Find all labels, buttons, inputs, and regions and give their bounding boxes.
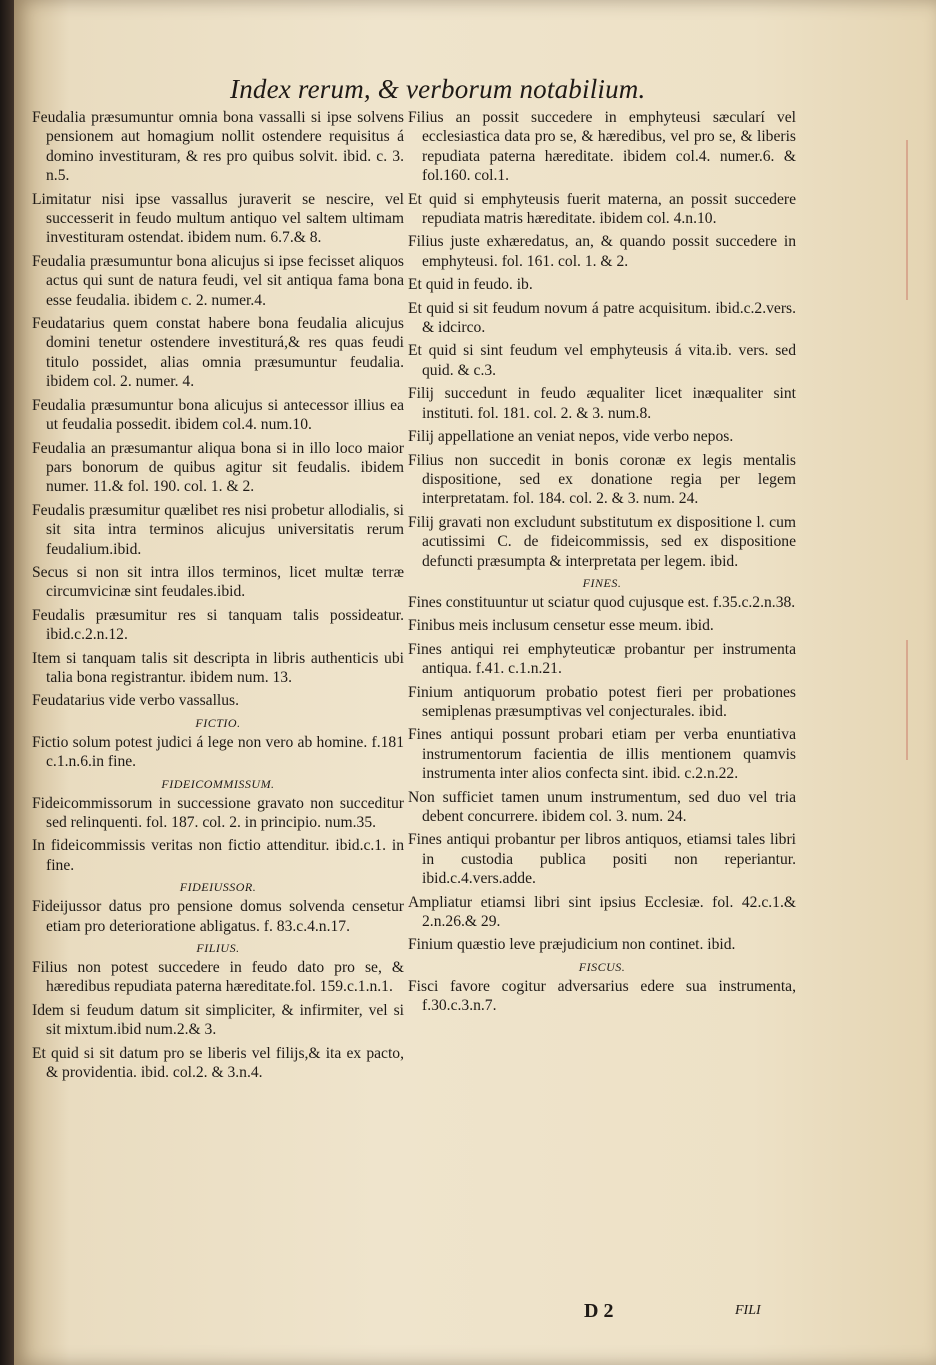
index-entry: Et quid si emphyteusis fuerit materna, an possit succedere repudiata matris hæreditate. ibidem col. 4.n.10. <box>408 190 796 228</box>
left-column <box>32 108 404 1086</box>
page-title: Index rerum, & verborum notabilium. <box>230 74 646 104</box>
index-entry: Feudalis præsumitur quælibet res nisi probetur allodialis, si sit sita intra terminos alicujus universitatis rerum feudalium.ibid. <box>32 501 404 558</box>
index-entry: Feudalia an præsumantur aliqua bona si in illo loco maior pars bonorum de quibus agitur sit feudalis. ibidem numer. 11.& fol. 190. col. 1. & 2. <box>32 439 404 496</box>
index-entry: Limitatur nisi ipse vassallus juraverit se nescire, vel successerit in feudo multum antiquo vel saltem ultimam investituram ostendat. ibidem num. 6.7.& 8. <box>32 190 404 247</box>
index-entry: Fines antiqui probantur per libros antiquos, etiamsi tales libri in custodia publica positi non reperiantur. ibid.c.4.vers.adde. <box>408 831 796 888</box>
index-entry: Feudalia præsumuntur bona alicujus si antecessor illius ea ut feudalia possedit. ibidem col.4. num.10. <box>32 396 404 434</box>
catchword: FILI <box>735 1303 761 1318</box>
index-entry: Fisci favore cogitur adversarius edere sua instrumenta, f.30.c.3.n.7. <box>408 977 796 1015</box>
index-entry: Filius juste exhæredatus, an, & quando possit succedere in emphyteusi. fol. 161. col. 1. & 2. <box>408 233 796 270</box>
index-entry: Finium quæstio leve præjudicium non continet. ibid. <box>408 936 736 954</box>
index-entry: Item si tanquam talis sit descripta in libris authenticis ubi talia bona registrantur. ibidem num. 13. <box>32 649 404 686</box>
signature-mark: D 2 <box>584 1300 614 1322</box>
index-entry: Fines antiqui rei emphyteuticæ probantur per instrumenta antiqua. f.41. c.1.n.21. <box>408 640 796 678</box>
index-entry: Idem si feudum datum sit simpliciter, & infirmiter, vel si sit mixtum.ibid num.2.& 3. <box>32 1001 404 1039</box>
index-entry: Feudalia præsumuntur bona alicujus si ipse fecisset aliquos actus qui sunt de natura feudi, vel sit antiqua fama bona esse feudalia. ibidem c. 2. numer.4. <box>32 252 404 309</box>
edge-stain <box>906 640 908 760</box>
index-entry: Finibus meis inclusum censetur esse meum. ibid. <box>408 617 714 635</box>
index-entry: Filius non potest succedere in feudo dato pro se, & hæredibus repudiata paterna hæreditate.fol. 159.c.1.n.1. <box>32 959 404 996</box>
section-heading: FISCUS. <box>578 959 626 974</box>
index-entry: Et quid in feudo. ib. <box>408 276 533 294</box>
index-entry: Finium antiquorum probatio potest fieri per probationes semiplenas præsumptivas vel conjecturales. ibid. <box>408 683 796 720</box>
index-entry: Filij gravati non excludunt substitutum ex dispositione l. cum acutissimi C. de fideicommissis, sed ex dispositione defuncti præsumpta & interpretata per legem. ibid. <box>408 513 796 570</box>
index-entry: In fideicommissis veritas non fictio attenditur. ibid.c.1. in fine. <box>32 837 404 874</box>
index-entry: Non sufficiet tamen unum instrumentum, sed duo vel tria debent concurrere. ibidem col. 3. num. 24. <box>408 788 796 825</box>
index-entry: Et quid si sit datum pro se liberis vel filijs,& ita ex pacto, & providentia. ibid. col.2. & 3.n.4. <box>32 1044 404 1082</box>
index-entry: Feudatarius vide verbo vassallus. <box>32 692 240 710</box>
index-entry: Et quid si sint feudum vel emphyteusis á vita.ib. vers. sed quid. & c.3. <box>408 342 796 379</box>
index-entry: Filij succedunt in feudo æqualiter licet inæqualiter sint instituti. fol. 181. col. 2. & 3. num.8. <box>408 385 796 422</box>
section-heading: FINES. <box>582 575 622 590</box>
section-heading: FICTIO. <box>195 715 241 730</box>
edge-stain <box>906 140 908 300</box>
index-entry: Feudalia præsumuntur omnia bona vassalli si ipse solvens pensionem aut homagium nollit ostendere requisitus á domino investituram, & res pro quibus solvit. ibid. c. 3. n.5. <box>32 109 404 185</box>
index-entry: Feudatarius quem constat habere bona feudalia alicujus domini tenetur ostendere investiturá,& res quas feudi titulo possidet, alias omnia præsumuntur feudalia. ibidem col. 2. numer. 4. <box>32 315 404 391</box>
index-entry: Fictio solum potest judici á lege non vero ab homine. f.181 c.1.n.6.in fine. <box>32 733 404 771</box>
index-entry: Filius an possit succedere in emphyteusi sæcularí vel ecclesiastica data pro se, & hæredibus, vel pro se, & liberis repudiata paterna hæreditate. ibidem col.4. numer.6. & fol.160. col.1. <box>408 109 796 185</box>
index-entry: Filius non succedit in bonis coronæ ex legis mentalis dispositione, sed ex donatione regia per legem interpretatam. fol. 184. col. 2. & 3. num. 24. <box>408 451 796 508</box>
index-entry: Et quid si sit feudum novum á patre acquisitum. ibid.c.2.vers. & idcirco. <box>408 299 796 337</box>
index-entry: Fines constituuntur ut sciatur quod cujusque est. f.35.c.2.n.38. <box>408 593 796 611</box>
section-heading: FILIUS. <box>196 941 240 956</box>
index-entry: Fideijussor datus pro pensione domus solvenda censetur etiam pro deterioratione abligatus. f. 83.c.4.n.17. <box>32 898 404 935</box>
index-entry: Ampliatur etiamsi libri sint ipsius Ecclesiæ. fol. 42.c.1.& 2.n.26.& 29. <box>408 893 796 931</box>
right-column <box>408 108 796 1020</box>
section-heading: FIDEICOMMISSUM. <box>161 776 275 791</box>
index-entry: Filij appellatione an veniat nepos, vide verbo nepos. <box>408 428 734 446</box>
section-heading: FIDEIUSSOR. <box>179 880 257 895</box>
index-entry: Secus si non sit intra illos terminos, licet multæ terræ circumvicinæ sint feudales.ibid. <box>32 563 404 601</box>
index-entry: Fideicommissorum in successione gravato non succeditur sed relinquenti. fol. 187. col. 2. in principio. num.35. <box>32 794 404 831</box>
index-entry: Fines antiqui possunt probari etiam per verba enuntiativa instrumentorum facientia de illis mentionem quamvis instrumenta inter alios confecta sint. ibid. c.2.n.22. <box>408 726 796 783</box>
index-entry: Feudalis præsumitur res si tanquam talis possideatur. ibid.c.2.n.12. <box>32 606 404 644</box>
